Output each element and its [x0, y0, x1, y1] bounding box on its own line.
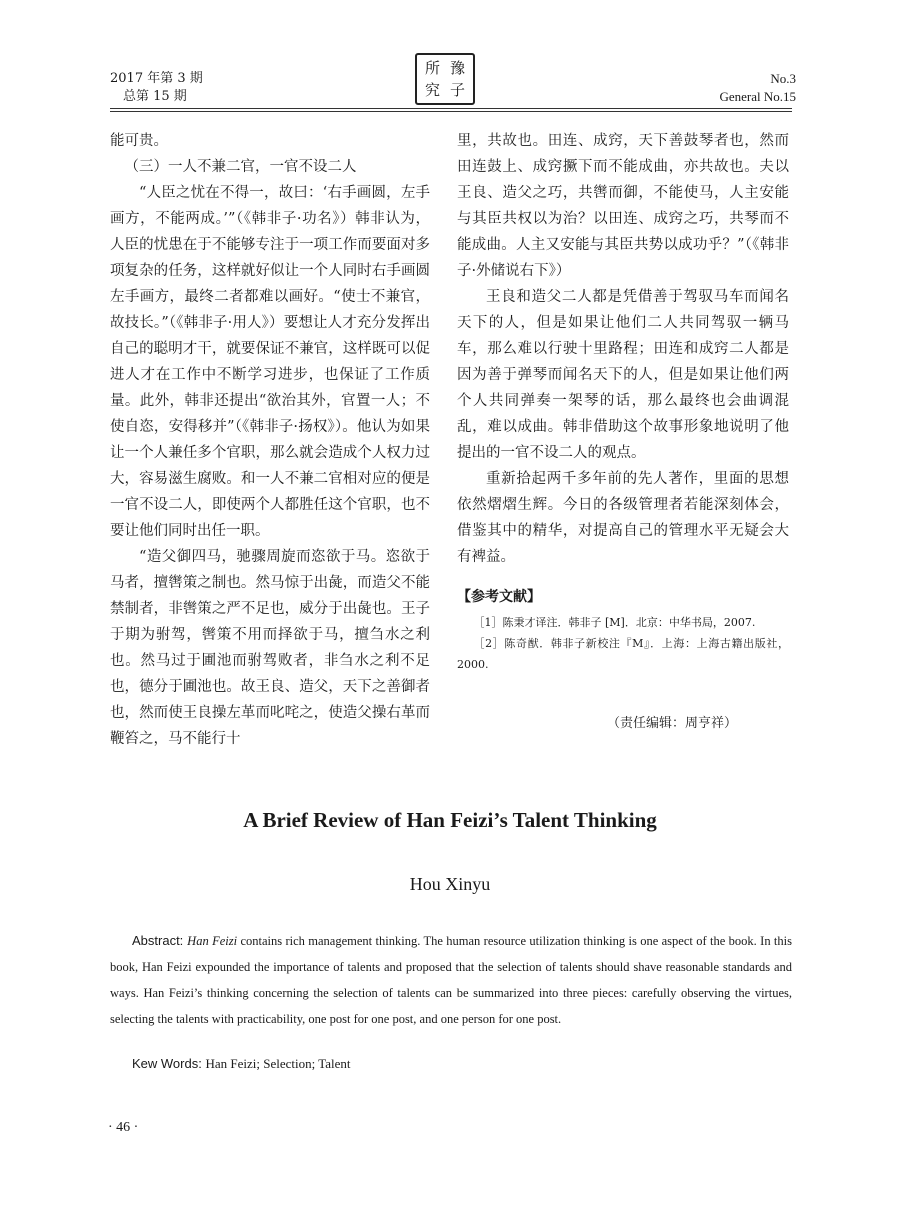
paragraph: 重新拾起两千多年前的先人著作，里面的思想依然熠熠生辉。今日的各级管理者若能深刻体会，借鉴其中的精华，对提高自己的管理水平无疑会大有裨益。 [457, 471, 789, 565]
english-title: A Brief Review of Han Feizi’s Talent Thinking [243, 808, 657, 832]
paragraph: “人臣之忧在不得一，故曰：‘右手画圆，左手画方，不能两成。’”（《韩非子·功名》）韩非认为，人臣的忧患在于不能够专注于一项工作而要面对多项复杂的任务，这样就好似让一个人同时右手画圆左手画方，最终二者都难以画好。“使士不兼官，故技长。”（《韩非子·用人》）要想让人才充分发挥出自己的聪明才干，就要保证不兼官，这样既可以促进人才在工作中不断学习进步，也保证了工作质量。此外，韩非还提出“欲治其外，官置一人；不使自恣，安得移并”（《韩非子·扬权》）。他认为如果让一个人兼任多个官职，那么就会造成个人权力过大，容易滋生腐败。和一人不兼二官相对应的便是一官不设二人，即使两个人都胜任这个官职，也不要让他们同时出任一职。 [110, 185, 430, 539]
abstract-label: Abstract: [132, 933, 188, 948]
abstract-book-title: Han Feizi [187, 934, 238, 948]
logo-char: 究 [424, 81, 440, 99]
year-issue: 2017 年第 3 期 [110, 71, 203, 86]
paragraph: 里，共故也。田连、成窍，天下善鼓琴者也，然而田连鼓上、成窍撅下而不能成曲，亦共故也。夫以王良、造父之巧，共辔而御，不能使马，人主安能与其臣共权以为治？以田连、成窍之巧，共琴而不能成曲。人主又安能与其臣共势以成功乎？”（《韩非子·外储说右下》） [457, 133, 789, 279]
journal-number-info [719, 70, 796, 106]
total-issue: 总第 15 期 [123, 89, 187, 104]
page-number: · 46 · [108, 1120, 139, 1135]
left-column [110, 128, 430, 752]
logo-char: 子 [449, 81, 465, 99]
keywords [132, 1056, 351, 1072]
abstract [110, 928, 792, 1032]
paragraph: 王良和造父二人都是凭借善于驾驭马车而闻名天下的人，但是如果让他们二人共同驾驭一辆马车，那么难以行驶十里路程；田连和成窍二人都是因为善于弹琴而闻名天下的人，但是如果让他们两个人共同弹奏一架琴的话，那么最终也会曲调混乱，难以成曲。韩非借助这个故事形象地说明了他提出的一官不设二人的观点。 [457, 289, 789, 461]
header-rule [110, 111, 792, 112]
issue-no: No.3 [770, 71, 796, 86]
section-heading: （三）一人不兼二官，一官不设二人 [124, 159, 357, 175]
author-name: Hou Xinyu [409, 874, 491, 894]
responsible-editor: （责任编辑：周亨祥） [606, 716, 737, 731]
journal-issue-info [110, 70, 203, 106]
general-no: General No.15 [719, 89, 796, 104]
header-rule [110, 108, 792, 109]
logo-char: 所 [424, 59, 440, 77]
references-heading: 【参考文献】 [457, 589, 541, 605]
abstract-text: contains rich management thinking. The human resource utilization thinking is one aspect of the book. In this book, Han Feizi expounded the importance of talents and proposed that the selection of talents should shave reasonable standards and ways. Han Feizi’s thinking concerning the selection of talents can be summarized into three pieces: carefully observing the virtues, selecting the talents with practicability, one post for one post, and one person for one post. [110, 934, 792, 1026]
keywords-text: Han Feizi; Selection; Talent [205, 1056, 351, 1071]
journal-logo [415, 53, 475, 105]
paragraph: 能可贵。 [110, 133, 168, 149]
paragraph: “造父御四马，驰骤周旋而恣欲于马。恣欲于马者，擅辔策之制也。然马惊于出彘，而造父不能禁制者，非辔策之严不足也，威分于出彘也。王子于期为驸驾，辔策不用而择欲于马，擅刍水之利也。然马过于圃池而驸驾败者，非刍水之利不足也，德分于圃池也。故王良、造父，天下之善御者也，然而使王良操左革而叱咤之，使造父操右革而鞭笞之，马不能行十 [110, 549, 430, 747]
logo-char: 豫 [449, 59, 465, 77]
right-column [457, 128, 789, 737]
reference-item: ［1］陈秉才译注．韩非子 [M]．北京：中华书局，2007. [473, 616, 756, 629]
keywords-label: Kew Words: [132, 1056, 206, 1071]
reference-item: ［2］陈奇猷．韩非子新校注『M』．上海：上海古籍出版社，2000. [457, 637, 789, 671]
